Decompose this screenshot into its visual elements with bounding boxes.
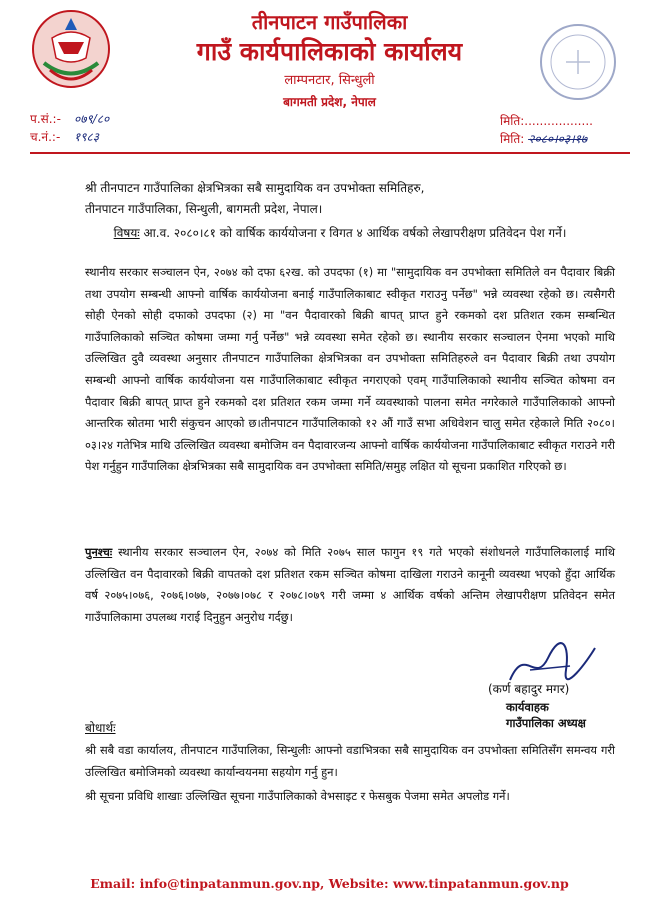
header-divider [30,152,630,154]
office-location: लाम्पनटार, सिन्धुली [284,73,375,88]
reference-numbers [30,110,109,146]
cc-item-1: श्री सबै वडा कार्यालय, तीनपाटन गाउँपालिका, सिन्धुलीः आफ्नो वडाभित्रका सबै सामुदायिक वन उपभोक्ता समितिसँग समन्वय गरी उल्लिखित बमोजिमको व्यवस्था कार्यान्वयनमा सहयोग गर्नु हुन। [85,743,615,779]
signatory-title-line-1: कार्यवाहक [506,700,549,714]
office-province: बागमती प्रदेश, नेपाल [283,95,376,109]
municipality-name: तीनपाटन गाउँपालिका [251,10,408,34]
signatory-title-line-2: गाउँपालिका अध्यक्ष [506,716,586,730]
office-title: गाउँ कार्यपालिकाको कार्यालय [196,37,463,66]
body-paragraph-1: स्थानीय सरकार सञ्चालन ऐन, २०७४ को दफा ६२ख. को उपदफा (१) मा "सामुदायिक वन उपभोक्ता समितिले वन पैदावार बिक्री तथा उपयोग सम्बन्धी आफ्नो वार्षिक कार्ययोजना बनाई गाउँपालिकाबाट स्वीकृत गराउनु पर्नेछ" भन्ने व्यवस्था रहेको छ। त्यसैगरी सोही ऐनको सोही दफाको उपदफा (२) मा "वन पैदावारको बिक्री बापत् प्राप्त हुने रकमको दश प्रतिशत रकम सम्बन्धित गाउँपालिकाको सञ्चित कोषमा जम्मा गर्नु पर्नेछ" भन्ने व्यवस्था समेत रहेको छ। स्थानीय सरकार सञ्चालन ऐनमा भएको माथि उल्लिखित दुवै व्यवस्था अनुसार तीनपाटन गाउँपालिका क्षेत्रभित्रका वन उपभोक्ता समितिहरुले वन पैदावार बिक्री तथा उपयोग सम्बन्धी आफ्नो वार्षिक कार्ययोजना यस गाउँपालिकाबाट स्वीकृत नगराएको एवम् गाउँपालिकाको स्थानीय सञ्चित कोषमा वन पैदावार बिक्री बापत् प्राप्त हुने रकमको दश प्रतिशत रकम जम्मा गर्ने व्यवस्थाको पालना समेत नगरेकाले गाउँपालिकाको आफ्नो आन्तरिक स्रोतमा भारी संकुचन आएको छ।तीनपाटन गाउँपालिकाको १२ औं गाउँ सभा अधिवेशन चालु समेत रहेकाले मिति २०८०।०३।२४ गतेभित्र माथि उल्लिखित व्यवस्था बमोजिम वन पैदावारजन्य आफ्नो वार्षिक कार्ययोजना गाउँपालिकाबाट स्वीकृत गराउने गरी पेश गर्नुहुन गाउँपालिका क्षेत्रभित्रका सबै सामुदायिक वन उपभोक्ता समिति/समुह लक्षित यो सूचना प्रकाशित गरिएको छ। [85,265,615,474]
recipient-address [85,178,425,220]
subject-label: विषयः [113,226,140,240]
body-paragraph-2 [85,542,615,628]
signatory-name: (कर्ण बहादुर मगर) [488,682,570,696]
recipient-line-2: तीनपाटन गाउँपालिका, सिन्धुली, बागमती प्रदेश, नेपाल। [85,202,323,216]
ps-value: ०७९/८० [74,112,110,126]
subject-text: आ.व. २०८०।८१ को वार्षिक कार्ययोजना र विगत ४ आर्थिक वर्षको लेखापरीक्षण प्रतिवेदन पेश गर्ने। [143,226,567,240]
subject-line [60,222,620,244]
recipient-line-1: श्री तीनपाटन गाउँपालिका क्षेत्रभित्रका सबै सामुदायिक वन उपभोक्ता समितिहरु, [85,181,425,195]
date-label-top: मिति: [500,114,525,128]
cc-heading: बोधार्थः [85,721,116,735]
ps-label: प.सं.:- [30,112,61,126]
date-block [500,112,593,148]
date-label: मिति: [500,132,525,146]
footer-contact: Email: info@tinpatanmun.gov.np, Website: www.tinpatanmun.gov.np [90,876,569,891]
punashcha-label: पुनश्चः [85,545,113,559]
chn-label: च.नं.:- [30,130,61,144]
date-dots: .................. [524,114,593,128]
chn-value: १९८३ [74,130,99,144]
date-value: २०८०।०३।१७ [528,132,588,146]
punashcha-text: स्थानीय सरकार सञ्चालन ऐन, २०७४ को मिति २०७५ साल फागुन १९ गते भएको संशोधनले गाउँपालिकालाई माथि उल्लिखित वन पैदावारको बिक्री वापतको दश प्रतिशत रकम सञ्चित कोषमा दाखिला गराउने कानूनी व्यवस्था भएको हुँदा आर्थिक वर्ष २०७५।०७६, २०७६।०७७, २०७७।०७८ र २०७८।०७९ गरी जम्मा ४ आर्थिक वर्षको अन्तिम लेखापरीक्षण प्रतिवेदन समेत गाउँपालिकामा उपलब्ध गराई दिनुहुन अनुरोध गर्दछु। [85,545,615,624]
cc-item-2: श्री सूचना प्रविधि शाखाः उल्लिखित सूचना गाउँपालिकाको वेभसाइट र फेसबुक पेजमा समेत अपलोड गर्ने। [85,789,510,803]
